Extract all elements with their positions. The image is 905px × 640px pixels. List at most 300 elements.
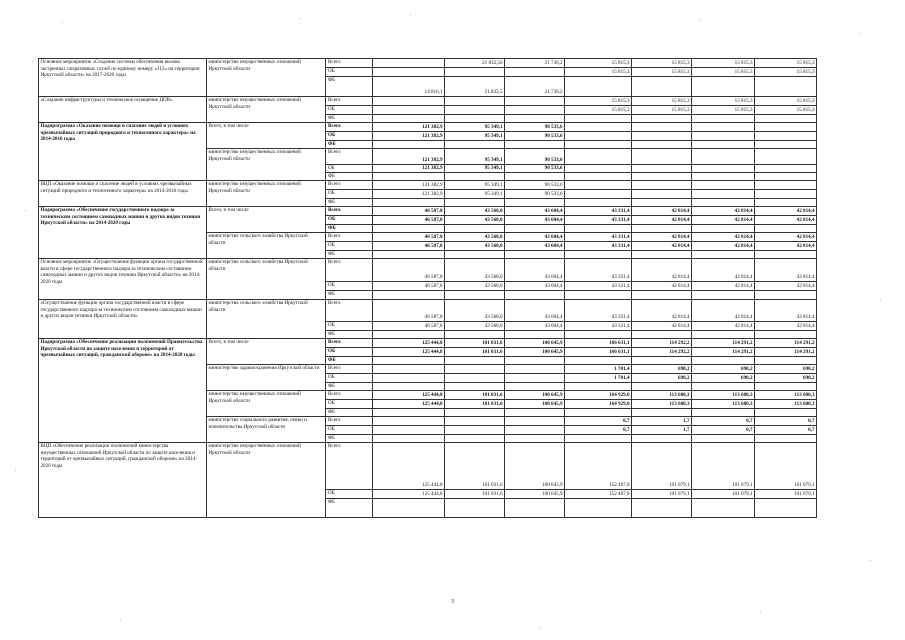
amount-cell: 101 031,6 [445, 490, 505, 499]
amount-cell [373, 417, 445, 426]
amount-cell: 42 814,4 [692, 242, 755, 251]
amount-cell: 43 331,4 [565, 216, 632, 225]
amount-cell [565, 123, 632, 132]
amount-cell: 42 814,4 [692, 259, 755, 282]
amount-cell: 690,2 [632, 374, 692, 383]
funding-source-cell: Всего [326, 97, 373, 106]
amount-cell: 113 600,3 [692, 400, 755, 409]
amount-cell [755, 251, 817, 259]
program-name-cell: Подпрограмма «Обеспечение реализации полномочий Правительства Иркутской области по защите населения и территорий от чрезвычайных ситуаций, гражданской обороне» на 2014-2020 годы [39, 339, 207, 443]
performer-cell: министерство сельского хозяйства Иркутской области [207, 300, 326, 339]
amount-cell: 42 814,4 [692, 282, 755, 291]
amount-cell [505, 251, 565, 259]
program-name-cell: Подпрограмма «Оказание помощи и спасение людей в условиях чрезвычайных ситуаций природного и техногенного характера» на 2014-2016 годы [39, 123, 207, 181]
amount-cell [632, 383, 692, 391]
amount-cell: 15 815,3 [755, 68, 817, 77]
amount-cell: 42 814,4 [692, 322, 755, 331]
amount-cell: 100 645,9 [505, 490, 565, 499]
amount-cell [755, 132, 817, 141]
program-name-cell: «Создание инфраструктуры и техническое оснащение ЦОВ» [39, 97, 207, 123]
amount-cell [505, 426, 565, 435]
amount-cell [755, 499, 817, 518]
scan-speck [870, 560, 871, 561]
amount-cell: 43 331,4 [565, 300, 632, 322]
amount-cell: 43 568,0 [445, 282, 505, 291]
amount-cell: 1 701,4 [565, 365, 632, 374]
amount-cell: 101 031,6 [445, 339, 505, 348]
amount-cell: 101 031,6 [445, 400, 505, 409]
funding-source-cell: ФБ [326, 357, 373, 365]
amount-cell: 15 815,3 [632, 68, 692, 77]
amount-cell [755, 123, 817, 132]
program-name-cell: «Осуществление функции органа государственной власти в сфере государственного надзора за техническим состоянием самоходных машин и других видов техники Иркутской области» [39, 300, 207, 339]
amount-cell [692, 173, 755, 181]
amount-cell [565, 149, 632, 165]
amount-cell [692, 357, 755, 365]
amount-cell: 42 814,4 [632, 322, 692, 331]
funding-source-cell: ОБ [326, 374, 373, 383]
amount-cell: 125 444,8 [373, 339, 445, 348]
scan-speck [760, 612, 761, 613]
amount-cell: 113 600,3 [632, 391, 692, 400]
amount-cell [565, 409, 632, 417]
amount-cell: 164 929,0 [565, 400, 632, 409]
funding-source-cell: Всего [326, 259, 373, 282]
amount-cell [445, 225, 505, 233]
amount-cell [505, 374, 565, 383]
amount-cell [373, 141, 445, 149]
amount-cell: 43 568,0 [445, 233, 505, 242]
funding-source-cell: ФБ [326, 141, 373, 149]
amount-cell: 42 814,4 [692, 233, 755, 242]
amount-cell: 43 604,4 [505, 242, 565, 251]
amount-cell: 46 587,8 [373, 233, 445, 242]
amount-cell: 101 031,6 [445, 391, 505, 400]
amount-cell [632, 165, 692, 173]
amount-cell [755, 331, 817, 339]
funding-source-cell: ФБ [326, 383, 373, 391]
amount-cell: 101 079,1 [632, 443, 692, 490]
amount-cell [632, 225, 692, 233]
amount-cell [755, 190, 817, 199]
performer-cell: министерство здравоохранения Иркутской области [207, 365, 326, 391]
amount-cell: 100 645,9 [505, 348, 565, 357]
amount-cell [445, 409, 505, 417]
funding-source-cell: ОБ [326, 106, 373, 115]
amount-cell: 121 382,9 [373, 190, 445, 199]
funding-source-cell: ОБ [326, 68, 373, 77]
amount-cell: 43 568,0 [445, 259, 505, 282]
amount-cell: 43 604,4 [505, 282, 565, 291]
amount-cell: 1,7 [632, 417, 692, 426]
funding-source-cell: ОБ [326, 426, 373, 435]
amount-cell: 113 600,3 [755, 400, 817, 409]
amount-cell [755, 181, 817, 190]
funding-source-cell: ФБ [326, 173, 373, 181]
amount-cell [505, 97, 565, 106]
amount-cell: 100 645,9 [505, 443, 565, 490]
funding-source-cell: ФБ [326, 435, 373, 443]
amount-cell [632, 77, 692, 97]
funding-source-cell: ОБ [326, 242, 373, 251]
amount-cell: 46 587,8 [373, 282, 445, 291]
amount-cell: 43 331,4 [565, 207, 632, 216]
amount-cell [445, 141, 505, 149]
amount-cell: 0,7 [692, 426, 755, 435]
funding-source-cell: Всего [326, 181, 373, 190]
amount-cell: 43 568,0 [445, 300, 505, 322]
amount-cell: 0,7 [755, 426, 817, 435]
amount-cell: 15 815,3 [692, 59, 755, 68]
amount-cell [445, 331, 505, 339]
performer-cell: министерство имущественных отношений Иркутской области [207, 391, 326, 417]
amount-cell [692, 499, 755, 518]
amount-cell: 42 814,4 [755, 207, 817, 216]
funding-source-cell: Всего [326, 365, 373, 374]
amount-cell: 15 815,3 [755, 106, 817, 115]
amount-cell: 46 587,8 [373, 259, 445, 282]
amount-cell [755, 225, 817, 233]
scan-speck [860, 33, 861, 34]
funding-source-cell: ОБ [326, 322, 373, 331]
funding-source-cell: ФБ [326, 331, 373, 339]
performer-cell: Всего, в том числе [207, 339, 326, 365]
funding-source-cell: ФБ [326, 409, 373, 417]
amount-cell: 166 631,1 [565, 339, 632, 348]
amount-cell [373, 97, 445, 106]
funding-source-cell: ФБ [326, 251, 373, 259]
amount-cell: 42 814,4 [755, 300, 817, 322]
amount-cell: 43 568,0 [445, 322, 505, 331]
scan-speck [300, 18, 301, 19]
amount-cell [505, 68, 565, 77]
amount-cell: 0,7 [565, 417, 632, 426]
amount-cell: 125 444,8 [373, 348, 445, 357]
amount-cell [445, 106, 505, 115]
amount-cell [505, 435, 565, 443]
amount-cell [565, 331, 632, 339]
amount-cell: 15 815,3 [632, 106, 692, 115]
amount-cell [373, 173, 445, 181]
amount-cell [373, 383, 445, 391]
amount-cell: 95 349,1 [445, 165, 505, 173]
amount-cell: 21 736,2 [505, 59, 565, 68]
amount-cell [373, 365, 445, 374]
amount-cell [505, 225, 565, 233]
performer-cell: министерство имущественных отношений Иркутской области [207, 59, 326, 97]
performer-cell: министерство сельского хозяйства Иркутской области [207, 233, 326, 259]
amount-cell: 15 815,3 [632, 97, 692, 106]
amount-cell [692, 165, 755, 173]
amount-cell [565, 132, 632, 141]
amount-cell [505, 199, 565, 207]
amount-cell [692, 141, 755, 149]
amount-cell [565, 77, 632, 97]
amount-cell: 46 587,8 [373, 300, 445, 322]
funding-source-cell: ОБ [326, 165, 373, 173]
amount-cell [505, 173, 565, 181]
funding-source-cell: ОБ [326, 216, 373, 225]
amount-cell [373, 357, 445, 365]
amount-cell: 42 814,4 [755, 233, 817, 242]
amount-cell: 15 815,3 [565, 106, 632, 115]
program-name-cell: Основное мероприятие «Создание системы обеспечения вызова экстренных оперативных служб по единому номеру «112» на территории Иркутской области» на 2017-2020 годы [39, 59, 207, 97]
amount-cell: 21 736,2 [505, 77, 565, 97]
amount-cell [373, 291, 445, 300]
amount-cell: 42 814,4 [755, 259, 817, 282]
amount-cell: 113 600,3 [692, 391, 755, 400]
amount-cell: 690,2 [632, 365, 692, 374]
scan-speck [540, 628, 541, 629]
amount-cell: 95 349,1 [445, 190, 505, 199]
amount-cell [373, 68, 445, 77]
funding-source-cell: Всего [326, 417, 373, 426]
amount-cell [755, 149, 817, 165]
funding-source-cell: ОБ [326, 490, 373, 499]
amount-cell [692, 251, 755, 259]
amount-cell: 0,7 [692, 417, 755, 426]
amount-cell [755, 173, 817, 181]
amount-cell: 46 587,8 [373, 207, 445, 216]
funding-source-cell: ФБ [326, 77, 373, 97]
amount-cell [632, 357, 692, 365]
amount-cell: 43 331,4 [565, 322, 632, 331]
amount-cell [565, 499, 632, 518]
performer-cell: министерство сельского хозяйства Иркутской области [207, 259, 326, 300]
amount-cell: 15 815,3 [565, 59, 632, 68]
table-row [39, 443, 817, 490]
amount-cell: 43 568,0 [445, 207, 505, 216]
amount-cell [632, 149, 692, 165]
program-name-cell: Основное мероприятие «Осуществление функции органа государственной власти в сфере государственного надзора за техническим состоянием самоходных машин и других видов техники Иркутской области» на 2014-2020 годы [39, 259, 207, 300]
amount-cell [755, 199, 817, 207]
amount-cell: 690,2 [755, 365, 817, 374]
performer-cell: Всего, в том числе [207, 123, 326, 149]
amount-cell [632, 331, 692, 339]
amount-cell: 1 701,4 [565, 374, 632, 383]
funding-source-cell: ФБ [326, 499, 373, 518]
funding-source-cell: Всего [326, 207, 373, 216]
amount-cell: 43 331,4 [565, 282, 632, 291]
performer-cell: министерство имущественных отношений Иркутской области [207, 97, 326, 123]
amount-cell [565, 165, 632, 173]
scan-speck [120, 620, 121, 621]
amount-cell: 125 444,8 [373, 490, 445, 499]
amount-cell [755, 165, 817, 173]
amount-cell [445, 251, 505, 259]
amount-cell: 42 814,4 [632, 259, 692, 282]
amount-cell: 113 600,3 [632, 400, 692, 409]
amount-cell: 15 815,3 [755, 59, 817, 68]
amount-cell [565, 199, 632, 207]
amount-cell: 125 444,8 [373, 443, 445, 490]
amount-cell [692, 291, 755, 300]
amount-cell: 21 832,5 [445, 77, 505, 97]
amount-cell [373, 59, 445, 68]
amount-cell: 43 331,4 [565, 259, 632, 282]
funding-source-cell: Всего [326, 300, 373, 322]
amount-cell [632, 181, 692, 190]
amount-cell [565, 181, 632, 190]
funding-source-cell: Всего [326, 59, 373, 68]
amount-cell: 125 444,8 [373, 400, 445, 409]
amount-cell [632, 132, 692, 141]
amount-cell: 114 291,2 [692, 348, 755, 357]
amount-cell [565, 357, 632, 365]
amount-cell: 121 382,9 [373, 165, 445, 173]
amount-cell [505, 141, 565, 149]
amount-cell [632, 291, 692, 300]
amount-cell [373, 225, 445, 233]
amount-cell [692, 383, 755, 391]
amount-cell: 15 815,3 [755, 97, 817, 106]
amount-cell [505, 291, 565, 300]
page-number: 3 [451, 599, 454, 605]
amount-cell [445, 383, 505, 391]
amount-cell [373, 115, 445, 123]
amount-cell: 43 604,4 [505, 207, 565, 216]
amount-cell [565, 173, 632, 181]
amount-cell: 42 814,4 [632, 242, 692, 251]
scan-speck [699, 20, 700, 21]
performer-cell: министерство имущественных отношений Иркутской области [207, 443, 326, 518]
amount-cell: 90 533,6 [505, 123, 565, 132]
amount-cell [692, 225, 755, 233]
funding-source-cell: ФБ [326, 291, 373, 300]
amount-cell [445, 115, 505, 123]
amount-cell: 121 382,9 [373, 132, 445, 141]
amount-cell: 166 631,1 [565, 348, 632, 357]
performer-cell: министерство имущественных отношений Иркутской области [207, 149, 326, 181]
table-row [39, 123, 817, 132]
scan-speck [62, 22, 63, 23]
amount-cell [632, 499, 692, 518]
amount-cell [632, 141, 692, 149]
amount-cell: 43 568,0 [445, 242, 505, 251]
amount-cell [755, 357, 817, 365]
amount-cell [692, 190, 755, 199]
amount-cell: 15 815,3 [565, 68, 632, 77]
amount-cell [505, 499, 565, 518]
amount-cell: 690,2 [692, 374, 755, 383]
table-row [39, 259, 817, 282]
amount-cell: 114 291,2 [755, 348, 817, 357]
performer-cell: министерство имущественных отношений Иркутской области [207, 181, 326, 207]
funding-source-cell: ОБ [326, 348, 373, 357]
amount-cell: 0,7 [565, 426, 632, 435]
amount-cell [505, 417, 565, 426]
budget-table [38, 58, 817, 518]
amount-cell: 15 815,3 [565, 97, 632, 106]
amount-cell [632, 435, 692, 443]
amount-cell [692, 331, 755, 339]
amount-cell [445, 365, 505, 374]
funding-source-cell: Всего [326, 339, 373, 348]
amount-cell [505, 365, 565, 374]
amount-cell [565, 115, 632, 123]
amount-cell [565, 383, 632, 391]
amount-cell: 42 814,4 [632, 207, 692, 216]
funding-source-cell: ОБ [326, 400, 373, 409]
amount-cell: 114 291,2 [692, 339, 755, 348]
amount-cell: 690,2 [692, 365, 755, 374]
amount-cell [755, 115, 817, 123]
amount-cell [755, 291, 817, 300]
amount-cell: 43 604,4 [505, 259, 565, 282]
amount-cell [632, 123, 692, 132]
amount-cell [565, 435, 632, 443]
amount-cell [445, 291, 505, 300]
program-name-cell: ВЦП «Оказание помощи и спасение людей в условиях чрезвычайных ситуаций природного и техногенного характера» на 2014-2016 годы [39, 181, 207, 207]
funding-source-cell: Всего [326, 391, 373, 400]
amount-cell: 90 533,6 [505, 181, 565, 190]
program-name-cell: ВЦП «Обеспечение реализации полномочий министерства имущественных отношений Иркутской области по защите населения и территорий от чрезвычайных ситуаций, гражданской обороне» на 2014-2020 годы [39, 443, 207, 518]
amount-cell: 42 814,4 [755, 242, 817, 251]
funding-source-cell: Всего [326, 149, 373, 165]
amount-cell: 43 604,4 [505, 216, 565, 225]
amount-cell [565, 190, 632, 199]
amount-cell [373, 251, 445, 259]
amount-cell: 164 929,0 [565, 391, 632, 400]
amount-cell: 46 587,8 [373, 242, 445, 251]
funding-source-cell: ФБ [326, 199, 373, 207]
amount-cell: 121 382,9 [373, 123, 445, 132]
amount-cell [755, 77, 817, 97]
amount-cell [692, 181, 755, 190]
amount-cell [692, 409, 755, 417]
amount-cell [505, 409, 565, 417]
amount-cell: 43 331,4 [565, 233, 632, 242]
table-row [39, 339, 817, 348]
amount-cell: 121 382,9 [373, 181, 445, 190]
amount-cell [565, 141, 632, 149]
amount-cell [632, 199, 692, 207]
amount-cell [373, 331, 445, 339]
table-row [39, 207, 817, 216]
amount-cell [373, 426, 445, 435]
amount-cell: 42 814,4 [692, 300, 755, 322]
amount-cell: 101 079,1 [632, 490, 692, 499]
amount-cell: 90 533,6 [505, 132, 565, 141]
funding-source-cell: Всего [326, 123, 373, 132]
funding-source-cell: Всего [326, 233, 373, 242]
amount-cell [755, 141, 817, 149]
amount-cell: 101 079,1 [692, 443, 755, 490]
amount-cell: 14 816,1 [373, 77, 445, 97]
table-row [39, 97, 817, 106]
amount-cell: 43 331,4 [565, 242, 632, 251]
amount-cell: 95 349,1 [445, 149, 505, 165]
amount-cell: 15 815,3 [692, 97, 755, 106]
amount-cell: 90 533,6 [505, 165, 565, 173]
funding-source-cell: ОБ [326, 282, 373, 291]
funding-source-cell: ФБ [326, 225, 373, 233]
amount-cell [373, 374, 445, 383]
amount-cell: 42 814,4 [632, 216, 692, 225]
amount-cell: 114 292,2 [632, 348, 692, 357]
amount-cell [445, 374, 505, 383]
amount-cell: 125 444,8 [373, 391, 445, 400]
table-row [39, 181, 817, 190]
amount-cell [373, 435, 445, 443]
amount-cell: 0,7 [755, 417, 817, 426]
amount-cell: 101 079,1 [755, 443, 817, 490]
amount-cell: 121 382,9 [373, 149, 445, 165]
amount-cell: 152 407,8 [565, 490, 632, 499]
amount-cell: 114 291,2 [755, 339, 817, 348]
amount-cell: 42 814,4 [755, 322, 817, 331]
amount-cell [445, 97, 505, 106]
